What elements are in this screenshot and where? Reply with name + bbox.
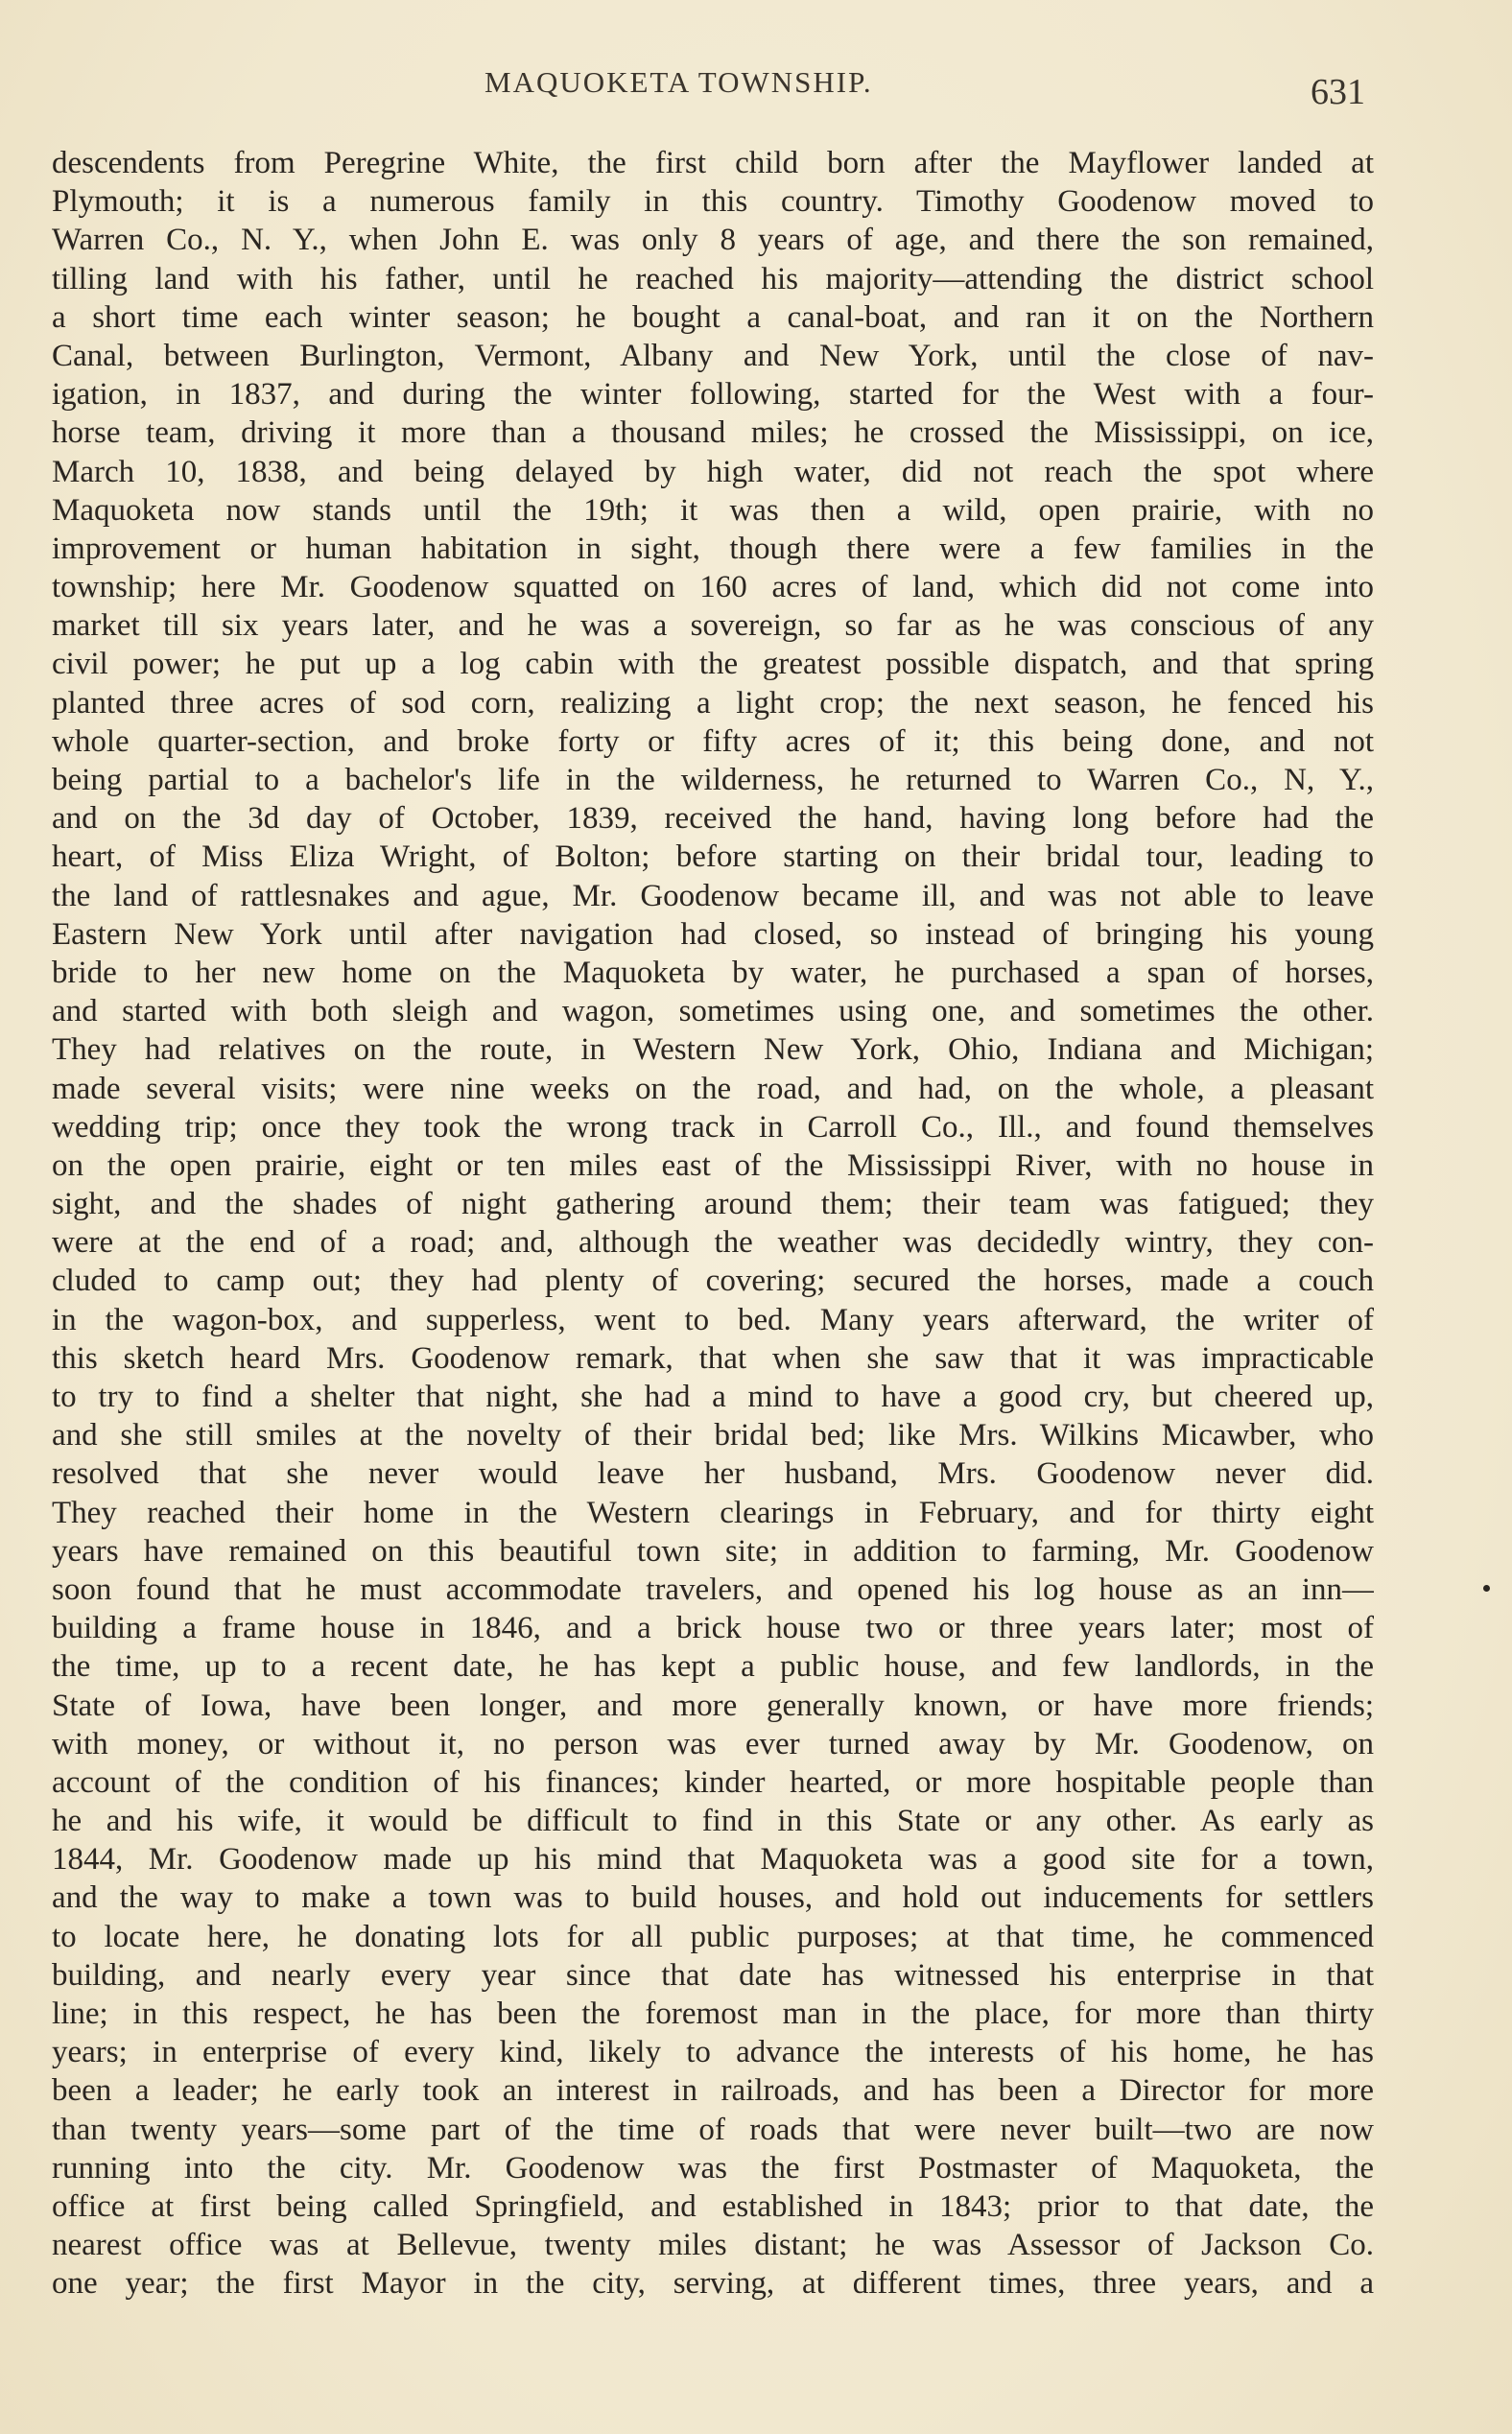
text-line: sight, and the shades of night gathering around them; their team was fatigued; they (52, 1187, 1374, 1222)
text-line: igation, in 1837, and during the winter following, started for the West with a four- (52, 377, 1374, 413)
text-line: 1844, Mr. Goodenow made up his mind that Maquoketa was a good site for a town, (52, 1842, 1374, 1878)
text-line: building, and nearly every year since that date has witnessed his enterprise in that (52, 1957, 1374, 1993)
text-line: the time, up to a recent date, he has kept a public house, and few landlords, in the (52, 1649, 1374, 1685)
text-line: Eastern New York until after navigation had closed, so instead of bringing his young (52, 916, 1374, 952)
text-line: office at first being called Springfield, and established in 1843; prior to that date, the (52, 2188, 1374, 2224)
text-line: State of Iowa, have been longer, and more generally known, or have more friends; (52, 1688, 1374, 1723)
text-line: civil power; he put up a log cabin with the greatest possible dispatch, and that spring (52, 647, 1374, 682)
text-line: were at the end of a road; and, although the weather was decidedly wintry, they con- (52, 1225, 1374, 1261)
text-line: building a frame house in 1846, and a brick house two or three years later; most of (52, 1611, 1374, 1646)
text-line: whole quarter-section, and broke forty or fifty acres of it; this being done, and not (52, 723, 1374, 759)
text-line: and started with both sleigh and wagon, sometimes using one, and sometimes the other. (52, 994, 1374, 1029)
text-line: Plymouth; it is a numerous family in this country. Timothy Goodenow moved to (52, 184, 1374, 220)
text-line: running into the city. Mr. Goodenow was the first Postmaster of Maquoketa, the (52, 2150, 1374, 2186)
text-line: and she still smiles at the novelty of their bridal bed; like Mrs. Wilkins Micawber, who (52, 1418, 1374, 1453)
text-line: to locate here, he donating lots for all public purposes; at that time, he commenced (52, 1919, 1374, 1954)
text-line: tilling land with his father, until he reached his majority—attending the district school (52, 261, 1374, 296)
text-line: a short time each winter season; he bought a canal-boat, and ran it on the Northern (52, 299, 1374, 335)
text-line: one year; the first Mayor in the city, serving, at different times, three years, and a (52, 2266, 1374, 2302)
text-line: Maquoketa now stands until the 19th; it was then a wild, open prairie, with no (52, 492, 1374, 528)
text-line: with money, or without it, no person was ever turned away by Mr. Goodenow, on (52, 1726, 1374, 1761)
text-line: improvement or human habitation in sight, though there were a few families in the (52, 531, 1374, 566)
text-line: being partial to a bachelor's life in the wilderness, he returned to Warren Co., N, Y., (52, 763, 1374, 797)
running-head: MAQUOKETA TOWNSHIP. (484, 65, 873, 99)
text-line: and on the 3d day of October, 1839, received the hand, having long before had the (52, 801, 1374, 837)
text-line: years; in enterprise of every kind, likely to advance the interests of his home, he has (52, 2035, 1374, 2070)
text-line: March 10, 1838, and being delayed by high water, did not reach the spot where (52, 454, 1374, 489)
body-text (52, 144, 1374, 2304)
text-line: the land of rattlesnakes and ague, Mr. Goodenow became ill, and was not able to leave (52, 878, 1374, 913)
text-line: resolved that she never would leave her husband, Mrs. Goodenow never did. (52, 1456, 1374, 1492)
text-line: Warren Co., N. Y., when John E. was only 8 years of age, and there the son remained, (52, 223, 1374, 258)
text-line: to try to find a shelter that night, she had a mind to have a good cry, but cheered up, (52, 1380, 1374, 1414)
text-line: in the wagon-box, and supperless, went to bed. Many years afterward, the writer of (52, 1302, 1374, 1337)
text-line: this sketch heard Mrs. Goodenow remark, that when she saw that it was impracticable (52, 1340, 1374, 1376)
text-line: Canal, between Burlington, Vermont, Albany and New York, until the close of nav- (52, 338, 1374, 373)
text-line: made several visits; were nine weeks on the road, and had, on the whole, a pleasant (52, 1071, 1374, 1106)
text-line: wedding trip; once they took the wrong track in Carroll Co., Ill., and found themselves (52, 1109, 1374, 1145)
text-line: heart, of Miss Eliza Wright, of Bolton; before starting on their bridal tour, leading to (52, 839, 1374, 875)
text-line: he and his wife, it would be difficult to find in this State or any other. As early as (52, 1804, 1374, 1839)
page-header (0, 65, 1512, 123)
text-line: account of the condition of his finances; kinder hearted, or more hospitable people than (52, 1764, 1374, 1800)
text-line: cluded to camp out; they had plenty of covering; secured the horses, made a couch (52, 1264, 1374, 1299)
text-line: township; here Mr. Goodenow squatted on 160 acres of land, which did not come into (52, 570, 1374, 605)
text-line: They had relatives on the route, in Western New York, Ohio, Indiana and Michigan; (52, 1032, 1374, 1068)
text-line: soon found that he must accommodate travelers, and opened his log house as an inn— (52, 1571, 1374, 1607)
text-line: years have remained on this beautiful town site; in addition to farming, Mr. Goodenow (52, 1533, 1374, 1569)
text-line: They reached their home in the Western clearings in February, and for thirty eight (52, 1495, 1374, 1530)
page-number: 631 (1311, 72, 1365, 112)
text-line: nearest office was at Bellevue, twenty miles distant; he was Assessor of Jackson Co. (52, 2228, 1374, 2263)
ink-speck (1483, 1585, 1490, 1592)
text-line: market till six years later, and he was a sovereign, so far as he was conscious of any (52, 608, 1374, 644)
text-line: been a leader; he early took an interest in railroads, and has been a Director for more (52, 2073, 1374, 2109)
text-line: planted three acres of sod corn, realizing a light crop; the next season, he fenced his (52, 685, 1374, 721)
text-line: bride to her new home on the Maquoketa by water, he purchased a span of horses, (52, 955, 1374, 990)
text-line: line; in this respect, he has been the foremost man in the place, for more than thirty (52, 1997, 1374, 2031)
text-line: on the open prairie, eight or ten miles east of the Mississippi River, with no house in (52, 1147, 1374, 1183)
text-line: and the way to make a town was to build houses, and hold out inducements for settlers (52, 1880, 1374, 1916)
text-line: than twenty years—some part of the time of roads that were never built—two are now (52, 2112, 1374, 2147)
text-line: horse team, driving it more than a thousand miles; he crossed the Mississippi, on ice, (52, 415, 1374, 451)
text-line: descendents from Peregrine White, the first child born after the Mayflower landed at (52, 146, 1374, 180)
